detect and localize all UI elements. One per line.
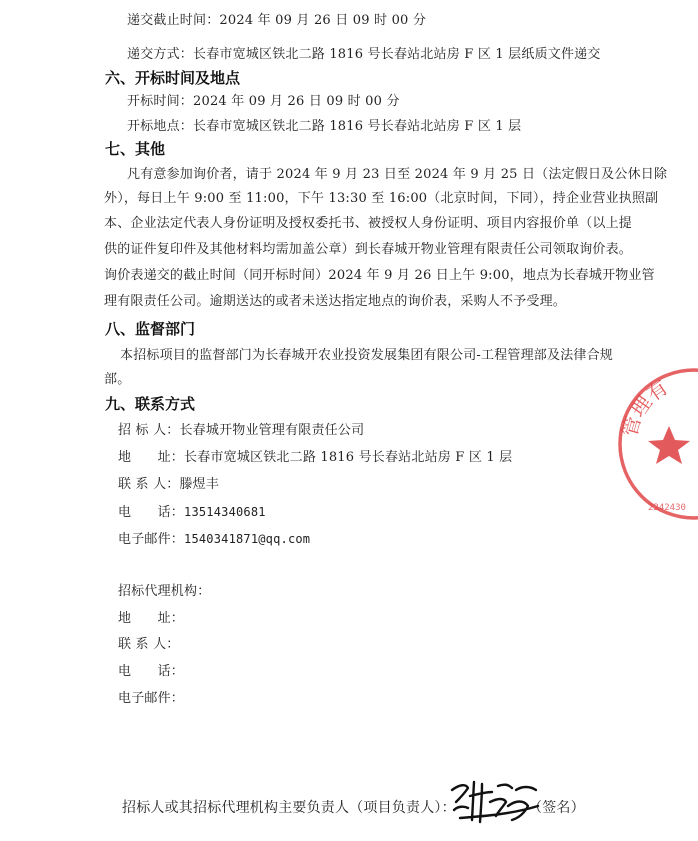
agency-contact-label: 联 系 人： bbox=[118, 637, 180, 652]
submission-method: 递交方式：长春市宽城区铁北二路 1816 号长春站北站房 F 区 1 层纸质文件递交 bbox=[127, 47, 601, 62]
agency-email-label: 电子邮件： bbox=[118, 691, 185, 706]
address-value: 长春市宽城区铁北二路 1816 号长春站北站房 F 区 1 层 bbox=[184, 450, 513, 465]
sign-suffix: （签名） bbox=[528, 800, 585, 816]
phone-row bbox=[118, 501, 266, 524]
email-value[interactable]: 1540341871@qq.com bbox=[184, 532, 311, 546]
contact-label: 联 系 人： bbox=[118, 477, 180, 492]
section6-heading: 六、开标时间及地点 bbox=[105, 69, 241, 87]
section7-heading: 七、其他 bbox=[105, 140, 166, 158]
submission-deadline: 递交截止时间：2024 年 09 月 26 日 09 时 00 分 bbox=[127, 13, 427, 28]
phone-label: 电 话： bbox=[118, 505, 185, 520]
section8-line: 本招标项目的监督部门为长春城开农业投资发展集团有限公司-工程管理部及法律合规 bbox=[120, 348, 613, 363]
address-label: 地 址： bbox=[118, 450, 185, 465]
email-row bbox=[118, 528, 310, 551]
opening-time: 开标时间：2024 年 09 月 26 日 09 时 00 分 bbox=[127, 94, 400, 109]
signature-line: 招标人或其招标代理机构主要负责人（项目负责人）： bbox=[122, 800, 456, 816]
tenderer-label: 招 标 人： bbox=[118, 423, 180, 438]
section7-line: 外），每日上午 9:00 至 11:00，下午 13:30 至 16:00（北京时间，下同），持企业营业执照副 bbox=[104, 191, 659, 206]
tenderer-row bbox=[118, 420, 364, 442]
svg-text:管理有 bbox=[617, 375, 672, 439]
section7-line: 本、企业法定代表人身份证明及授权委托书、被授权人身份证明、项目内容报价单（以上提 bbox=[104, 216, 633, 231]
section9-heading: 九、联系方式 bbox=[105, 395, 196, 413]
email-label: 电子邮件： bbox=[118, 532, 185, 547]
section7-line: 凡有意参加询价者，请于 2024 年 9 月 23 日至 2024 年 9 月 25 日（法定假日及公休日除 bbox=[127, 167, 668, 182]
handwritten-signature bbox=[446, 776, 542, 826]
section7-line: 询价表递交的截止时间（同开标时间）2024 年 9 月 26 日上午 9:00，地点为长春城开物业管 bbox=[104, 268, 655, 283]
seal-star-icon bbox=[648, 426, 690, 464]
contact-value: 滕煜丰 bbox=[179, 477, 220, 492]
opening-place: 开标地点：长春市宽城区铁北二路 1816 号长春站北站房 F 区 1 层 bbox=[127, 119, 522, 134]
phone-value: 13514340681 bbox=[184, 505, 266, 519]
section8-line: 部。 bbox=[104, 372, 131, 387]
section8-heading: 八、监督部门 bbox=[105, 320, 196, 338]
seal-text: 管理有 bbox=[617, 374, 673, 440]
seal-number: 2242430 bbox=[648, 503, 686, 513]
address-row bbox=[118, 447, 512, 469]
section7-line: 理有限责任公司。逾期送达的或者未送达指定地点的询价表，采购人不予受理。 bbox=[104, 294, 567, 309]
agency-address-label: 地 址： bbox=[118, 611, 185, 626]
section7-line: 供的证件复印件及其他材料均需加盖公章）到长春城开物业管理有限责任公司领取询价表。 bbox=[104, 242, 633, 257]
tenderer-value: 长春城开物业管理有限责任公司 bbox=[179, 423, 365, 438]
company-seal bbox=[614, 364, 698, 524]
contact-row bbox=[118, 474, 219, 496]
agency-title: 招标代理机构： bbox=[118, 584, 211, 599]
agency-phone-label: 电 话： bbox=[118, 664, 185, 679]
